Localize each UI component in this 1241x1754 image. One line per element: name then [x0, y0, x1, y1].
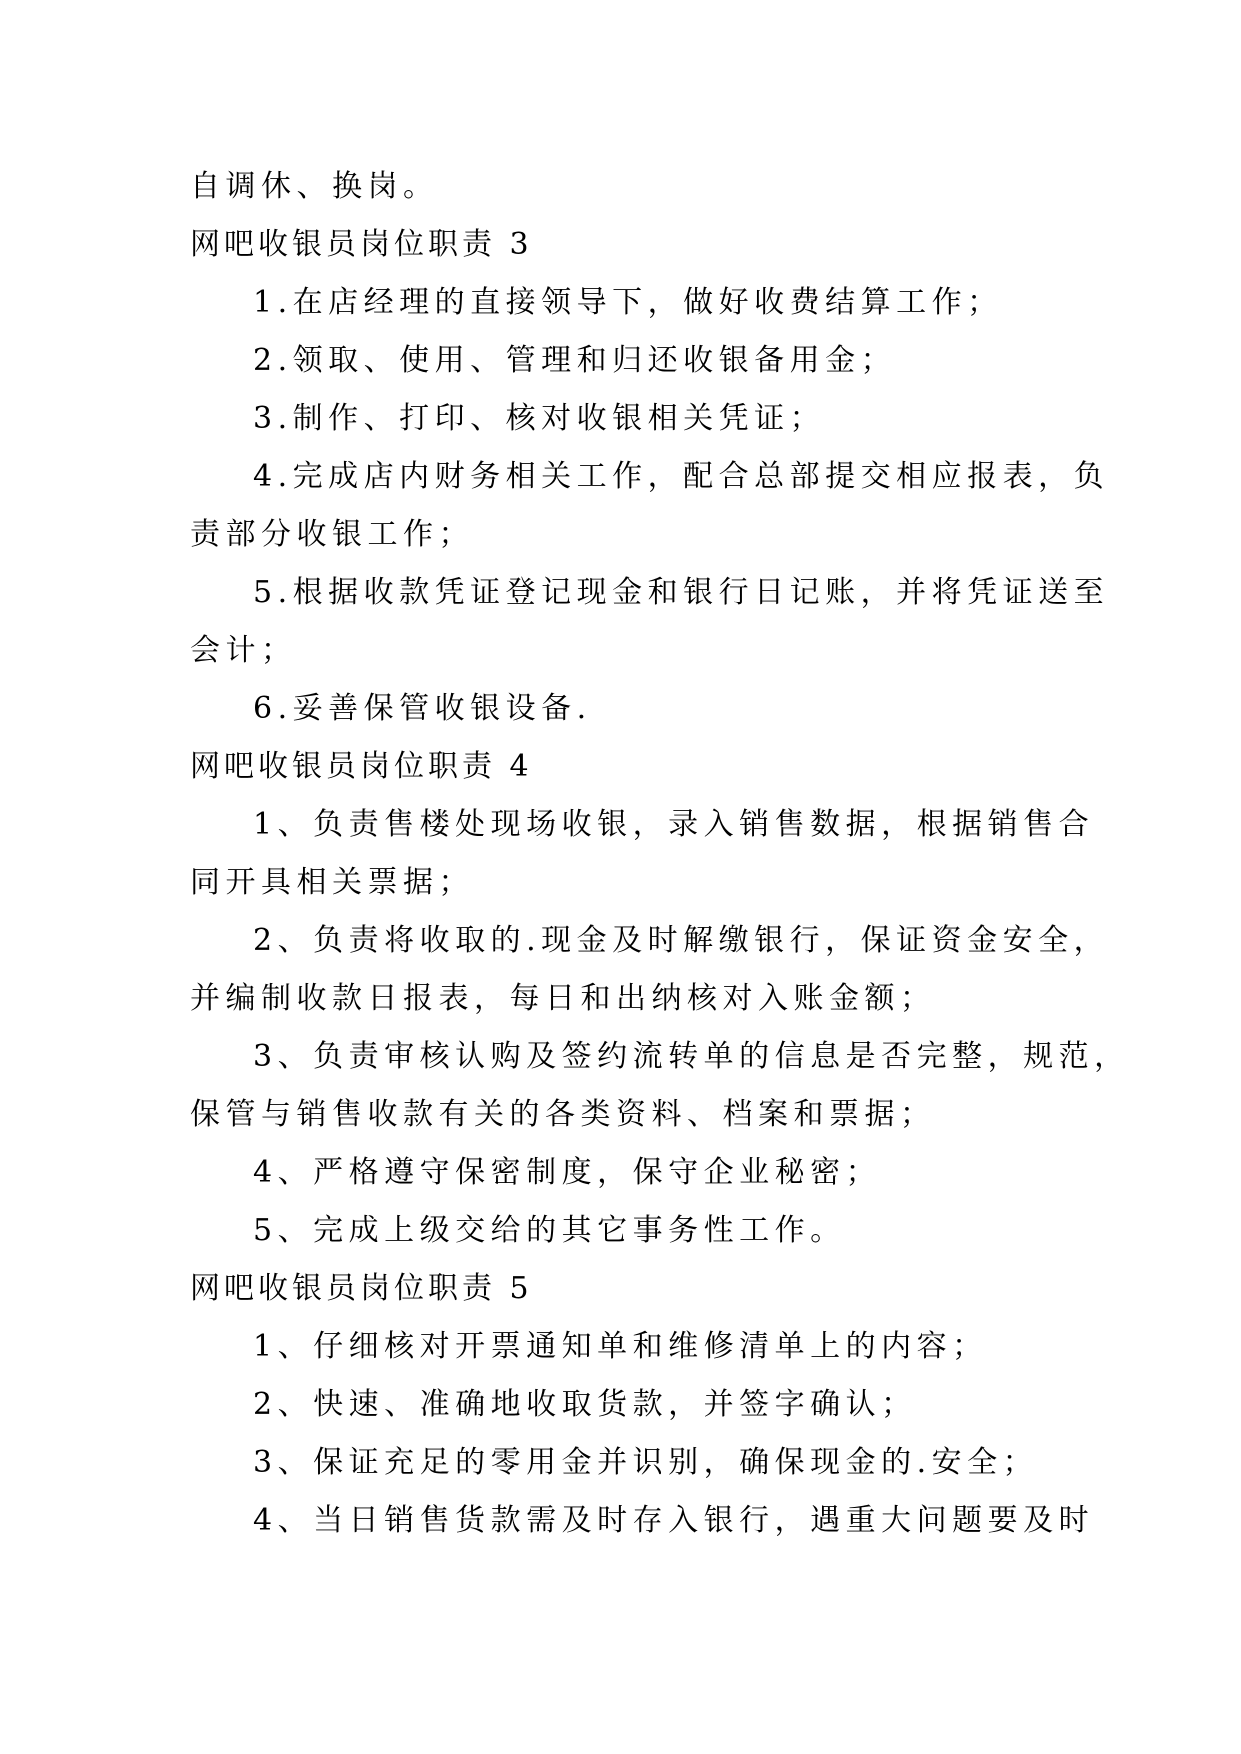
- list-item: 2、负责将收取的.现金及时解缴银行，保证资金安全，: [253, 923, 1110, 958]
- list-item: 1、负责售楼处现场收银，录入销售数据，根据销售合: [253, 807, 1095, 842]
- list-item: 6.妥善保管收银设备.: [253, 691, 592, 726]
- text-line: 自调休、换岗。: [190, 169, 439, 204]
- list-item: 4、严格遵守保密制度，保守企业秘密；: [253, 1155, 882, 1190]
- section-heading: 网吧收银员岗位职责 4: [190, 749, 533, 784]
- list-item: 2.领取、使用、管理和归还收银备用金；: [253, 343, 897, 378]
- list-item: 3、保证充足的零用金并识别，确保现金的.安全；: [253, 1445, 1039, 1480]
- list-item-continuation: 会计；: [190, 633, 297, 668]
- list-item-continuation: 保管与销售收款有关的各类资料、档案和票据；: [190, 1097, 936, 1132]
- list-item: 4.完成店内财务相关工作，配合总部提交相应报表，负: [253, 459, 1110, 494]
- list-item-continuation: 责部分收银工作；: [190, 517, 474, 552]
- list-item: 2、快速、准确地收取货款，并签字确认；: [253, 1387, 917, 1422]
- list-item-continuation: 同开具相关票据；: [190, 865, 474, 900]
- list-item: 1、仔细核对开票通知单和维修清单上的内容；: [253, 1329, 988, 1364]
- section-heading: 网吧收银员岗位职责 5: [190, 1271, 533, 1306]
- list-item: 3、负责审核认购及签约流转单的信息是否完整，规范，: [253, 1039, 1130, 1074]
- list-item: 5.根据收款凭证登记现金和银行日记账，并将凭证送至: [253, 575, 1110, 610]
- list-item: 1.在店经理的直接领导下，做好收费结算工作；: [253, 285, 1003, 320]
- list-item: 3.制作、打印、核对收银相关凭证；: [253, 401, 826, 436]
- list-item: 4、当日销售货款需及时存入银行，遇重大问题要及时: [253, 1503, 1095, 1538]
- document-body: [190, 158, 1130, 1550]
- list-item-continuation: 并编制收款日报表，每日和出纳核对入账金额；: [190, 981, 936, 1016]
- section-heading: 网吧收银员岗位职责 3: [190, 227, 533, 262]
- list-item: 5、完成上级交给的其它事务性工作。: [253, 1213, 846, 1248]
